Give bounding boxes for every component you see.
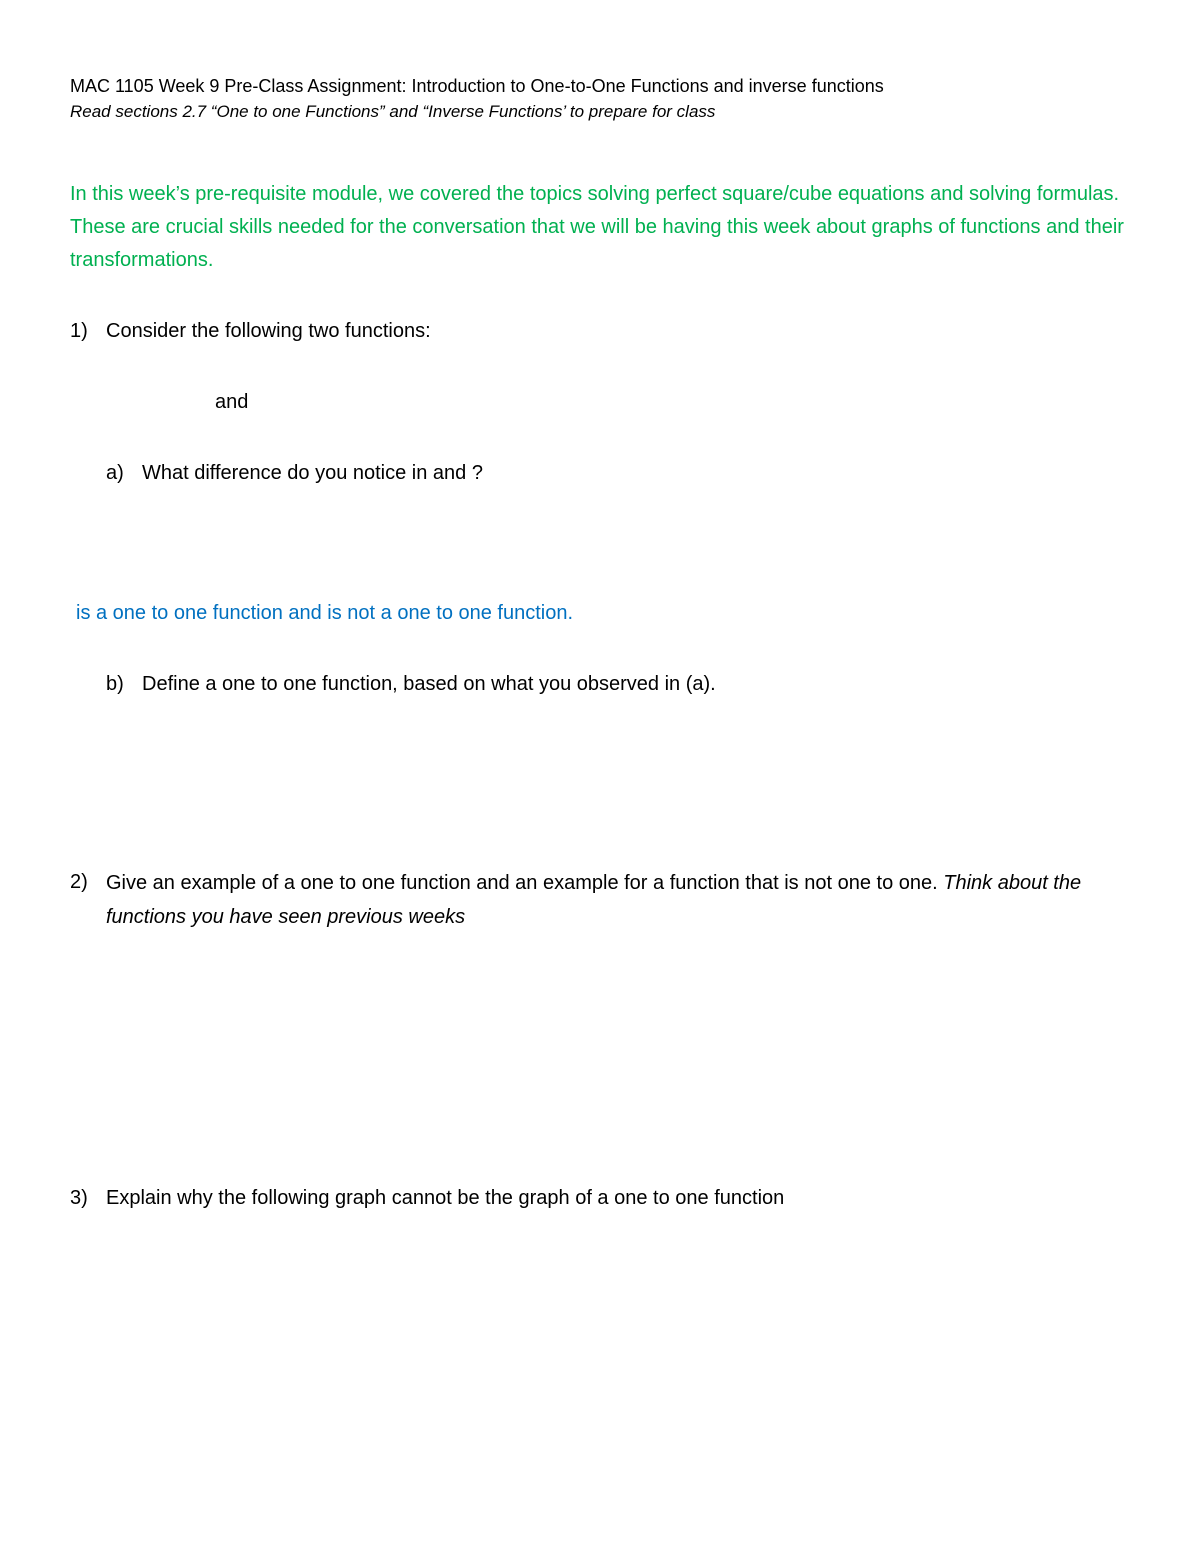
- question-1b-text: Define a one to one function, based on what you observed in (a).: [142, 673, 716, 695]
- question-2-number: 2): [70, 871, 88, 893]
- functions-and-connector: and: [215, 391, 249, 413]
- question-3-text: Explain why the following graph cannot be the graph of a one to one function: [106, 1187, 785, 1209]
- question-2-text: Give an example of a one to one function and an example for a function that is not one to one.: [106, 872, 944, 894]
- intro-paragraph: In this week’s pre-requisite module, we covered the topics solving perfect square/cube equations and solving formulas. These are crucial skills needed for the conversation that we will be having this week about graphs of functions and their transformations.: [70, 183, 1124, 271]
- question-3-number: 3): [70, 1187, 88, 1209]
- question-1b-label: b): [106, 673, 124, 695]
- question-1a-answer: is a one to one function and is not a one to one function.: [76, 602, 574, 624]
- document-subtitle: Read sections 2.7 “One to one Functions” and “Inverse Functions’ to prepare for class: [70, 102, 716, 121]
- question-2-text-block: [106, 866, 1146, 934]
- question-2-hint: Think about the functions you have seen previous weeks: [106, 872, 1082, 928]
- question-1b: [0, 668, 1200, 701]
- question-1a-label: a): [106, 462, 124, 484]
- question-2-number-wrap: [0, 866, 100, 900]
- question-1a: [0, 457, 1200, 490]
- question-3: [0, 1182, 1200, 1215]
- question-1: [0, 315, 1200, 348]
- document-title: MAC 1105 Week 9 Pre-Class Assignment: Introduction to One-to-One Functions and inverse functions: [70, 76, 884, 96]
- question-1-number: 1): [70, 320, 88, 342]
- question-1-text: Consider the following two functions:: [106, 320, 431, 342]
- question-1a-text: What difference do you notice in and ?: [142, 462, 483, 484]
